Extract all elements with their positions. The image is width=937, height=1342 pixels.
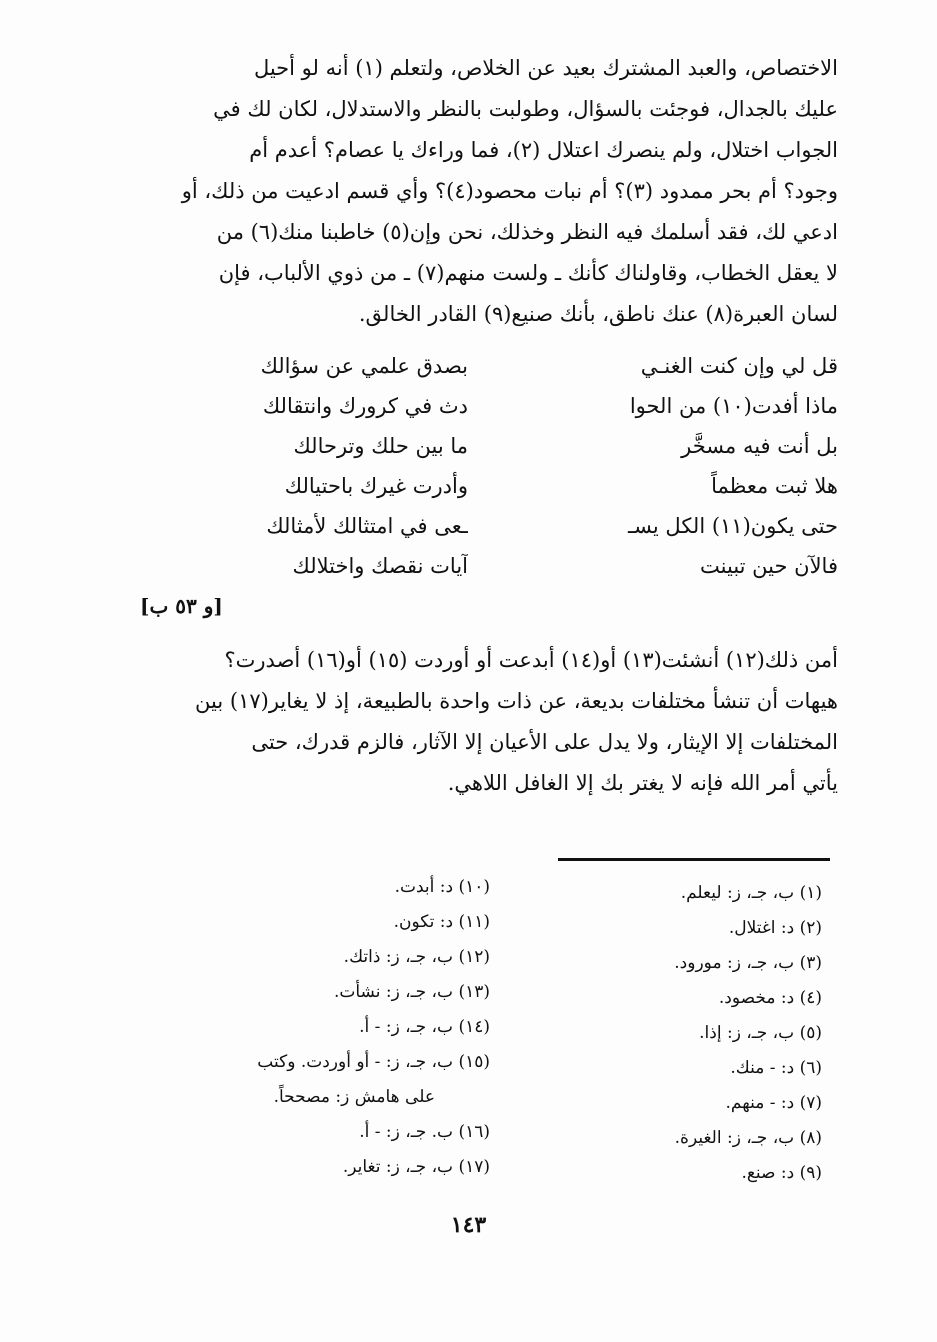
poem-verse: [138, 346, 838, 386]
text-line: هيهات أن تنشأ مختلفات بديعة، عن ذات واحدة بالطبيعة، إذ لا يغاير(١٧) بين: [195, 689, 838, 713]
verse-second-hemistich: دث في كرورك وانتقالك: [262, 394, 468, 418]
poem-block: [138, 346, 838, 586]
paragraph-prose-1: [136, 48, 838, 335]
footnote: (١٤) ب، جـ، ز: - أ.: [359, 1017, 490, 1037]
text-line: يأتي أمر الله فإنه لا يغتر بك إلا الغافل اللاهي.: [447, 771, 838, 795]
footnote: (١٢) ب، جـ، ز: ذاتك.: [343, 947, 490, 967]
verse-first-hemistich: ماذا أفدت(١٠) من الحوا: [629, 394, 838, 418]
text-line: الاختصاص، والعبد المشترك بعيد عن الخلاص، ولتعلم (١) أنه لو أحيل: [253, 56, 838, 80]
footnote: (٣) ب، جـ، ز: مورود.: [674, 953, 822, 973]
page-number: ١٤٣: [450, 1212, 487, 1238]
verse-second-hemistich: آيات نقصك واختلالك: [292, 554, 468, 578]
footnote: (٢) د: اغتلال.: [728, 918, 822, 938]
footnote: (١٦) ب. جـ، ز: - أ.: [359, 1122, 490, 1142]
footnote: (٨) ب، جـ، ز: الغيرة.: [674, 1128, 822, 1148]
footnote: (٤) د: مخصود.: [718, 988, 822, 1008]
poem-verse: [138, 506, 838, 546]
text-line: الجواب اختلال، ولم ينصرك اعتلال (٢)، فما وراءك يا عصام؟ أعدم أم: [249, 138, 838, 162]
footnote: (٦) د: - منك.: [730, 1058, 822, 1078]
footnote: (١٥) ب، جـ، ز: - أو أوردت. وكتب: [257, 1052, 490, 1072]
verse-first-hemistich: بل أنت فيه مسخَّر: [681, 434, 838, 458]
verse-first-hemistich: قل لي وإن كنت الغنـي: [640, 354, 838, 378]
paragraph-prose-2: [136, 640, 838, 804]
poem-verse: [138, 426, 838, 466]
text-line: عليك بالجدال، فوجئت بالسؤال، وطولبت بالنظر والاستدلال، لكان لك في: [213, 97, 838, 121]
footnote: (١٣) ب، جـ، ز: نشأت.: [333, 982, 490, 1002]
poem-verse: [138, 466, 838, 506]
footnote: (٧) د: - منهم.: [725, 1093, 822, 1113]
verse-second-hemistich: وأدرت غيرك باحتيالك: [284, 474, 468, 498]
text-line: المختلفات إلا الإيثار، ولا يدل على الأعيان إلا الآثار، فالزم قدرك، حتى: [251, 730, 838, 754]
verse-second-hemistich: ما بين حلك وترحالك: [293, 434, 468, 458]
verse-second-hemistich: ـعى في امتثالك لأمثالك: [266, 514, 468, 538]
footnotes-column-right: [512, 876, 822, 1191]
footnotes-column-left: [130, 870, 490, 1185]
footnote: (١) ب، جـ، ز: ليعلم.: [680, 883, 822, 903]
footnote-separator: [558, 858, 830, 861]
verse-first-hemistich: فالآن حين تبينت: [700, 554, 838, 578]
text-line: ادعي لك، فقد أسلمك فيه النظر وخذلك، نحن وإن(٥) خاطبنا منك(٦) من: [216, 220, 838, 244]
verse-second-hemistich: بصدق علمي عن سؤالك: [260, 354, 468, 378]
footnote: (٥) ب، جـ، ز: إذا.: [699, 1023, 822, 1043]
text-line: لسان العبرة(٨) عنك ناطق، بأنك صنيع(٩) القادر الخالق.: [358, 302, 838, 326]
footnote-continuation: على هامش ز: مصححاً.: [273, 1087, 435, 1107]
text-line: لا يعقل الخطاب، وقاولناك كأنك ـ ولست منهم(٧) ـ من ذوي الألباب، فإن: [218, 261, 838, 285]
footnote: (١٧) ب، جـ، ز: تغاير.: [342, 1157, 490, 1177]
footnote: (١٠) د: أبدت.: [394, 877, 490, 897]
text-line: أمن ذلك(١٢) أنشئت(١٣) أو(١٤) أبدعت أو أوردت (١٥) أو(١٦) أصدرت؟: [224, 648, 838, 672]
verse-first-hemistich: حتى يكون(١١) الكل يسـ: [628, 514, 838, 538]
footnote: (٩) د: صنع.: [741, 1163, 822, 1183]
footnote: (١١) د: تكون.: [393, 912, 490, 932]
poem-verse: [138, 546, 838, 586]
verse-first-hemistich: هلا ثبت معظماً: [711, 474, 838, 498]
poem-verse: [138, 386, 838, 426]
manuscript-folio-mark: [و ٥٣ ب]: [140, 594, 223, 618]
text-line: وجود؟ أم بحر ممدود (٣)؟ أم نبات محصود(٤)؟ وأي قسم ادعيت من ذلك، أو: [181, 179, 838, 203]
